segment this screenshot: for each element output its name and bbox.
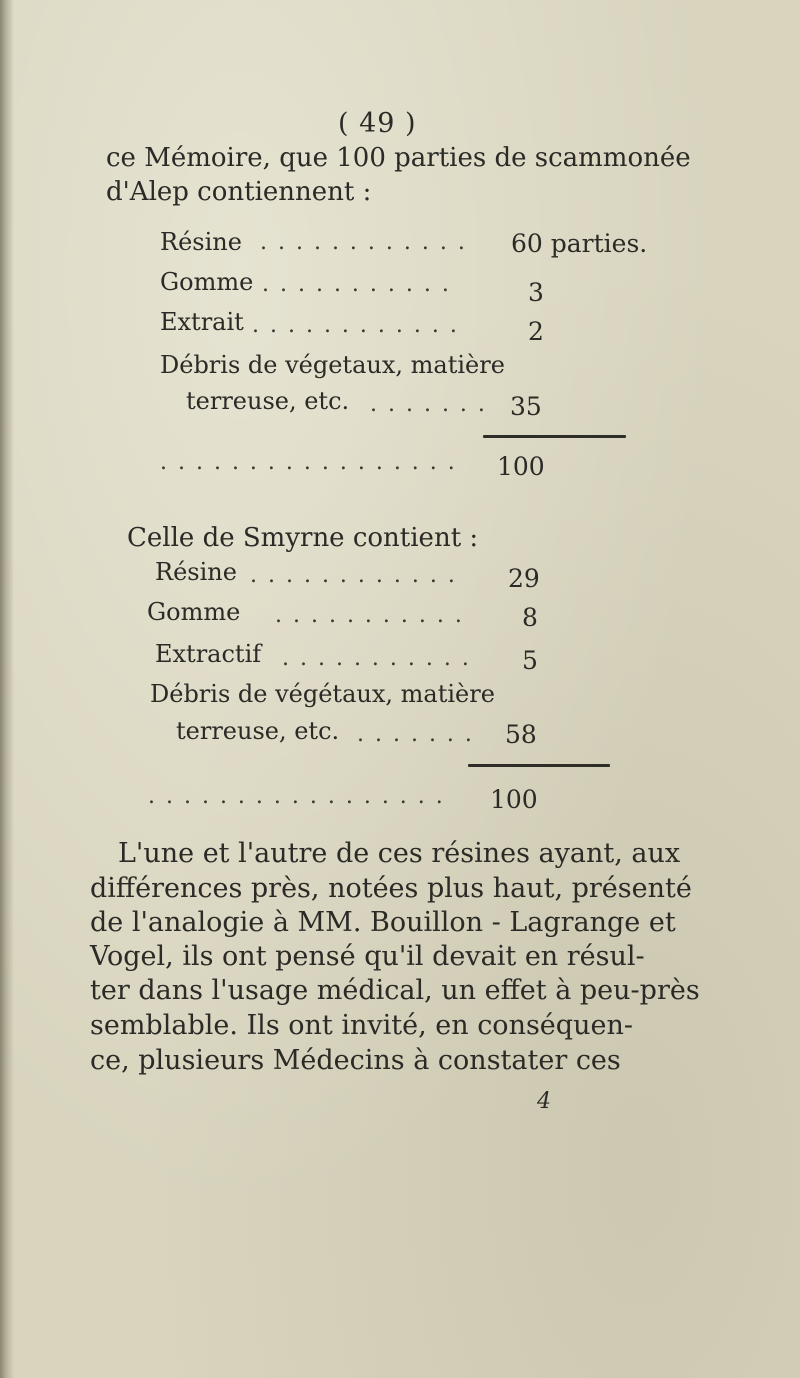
sum-rule xyxy=(483,435,626,438)
row-label: Gomme xyxy=(147,598,241,626)
row-value: 60 parties. xyxy=(511,229,648,258)
row-leader-dots: . . . . . . . . . . . xyxy=(275,603,464,628)
row-label: Débris de végetaux, matière xyxy=(160,351,505,379)
row-label: Débris de végétaux, matière xyxy=(150,680,495,708)
total-leader-dots: . . . . . . . . . . . . . . . . . xyxy=(148,784,445,809)
intro-line-1: ce Mémoire, que 100 parties de scammonée xyxy=(106,143,691,173)
row-value: 29 xyxy=(508,564,540,593)
total-leader-dots: . . . . . . . . . . . . . . . . . xyxy=(160,450,457,475)
row-leader-dots: . . . . . . . . . . . . xyxy=(252,313,459,338)
smyrna-intro: Celle de Smyrne contient : xyxy=(127,523,479,553)
row-label: Résine xyxy=(160,228,242,256)
row-leader-dots: . . . . . . . . . . . xyxy=(262,272,451,297)
row-label: terreuse, etc. xyxy=(176,717,340,745)
page-spine-shadow xyxy=(0,0,14,1378)
row-value: 2 xyxy=(528,317,544,346)
row-leader-dots: . . . . . . . . . . . . xyxy=(260,230,467,255)
row-leader-dots: . . . . . . . . . . . xyxy=(282,646,471,671)
page-number: ( 49 ) xyxy=(338,108,417,139)
row-label: Gomme xyxy=(160,268,254,296)
paragraph-line: ce, plusieurs Médecins à constater ces xyxy=(90,1045,621,1076)
paragraph-line: différences près, notées plus haut, présenté xyxy=(90,873,692,904)
row-value: 5 xyxy=(522,646,538,675)
paragraph-line: de l'analogie à MM. Bouillon - Lagrange et xyxy=(90,907,676,938)
row-leader-dots: . . . . . . . . . . . . xyxy=(250,563,457,588)
row-value: 58 xyxy=(505,720,537,749)
row-value: 3 xyxy=(528,278,544,307)
row-label: Résine xyxy=(155,558,237,586)
row-value: 35 xyxy=(510,392,542,421)
signature-mark: 4 xyxy=(537,1089,551,1114)
paragraph-line: semblable. Ils ont invité, en conséquen- xyxy=(90,1010,633,1041)
row-leader-dots: . . . . . . . xyxy=(357,722,474,747)
row-leader-dots: . . . . . . . xyxy=(370,392,487,417)
paragraph-line: ter dans l'usage médical, un effet à peu-près xyxy=(90,975,700,1006)
paragraph-line: L'une et l'autre de ces résines ayant, aux xyxy=(118,838,681,869)
intro-line-2: d'Alep contiennent : xyxy=(106,177,372,207)
total-value: 100 xyxy=(497,452,545,481)
sum-rule xyxy=(468,764,610,767)
row-value: 8 xyxy=(522,603,538,632)
row-label: Extractif xyxy=(155,640,262,668)
row-label: Extrait xyxy=(160,308,244,336)
row-label: terreuse, etc. xyxy=(186,387,350,415)
total-value: 100 xyxy=(490,785,538,814)
paragraph-line: Vogel, ils ont pensé qu'il devait en résul- xyxy=(90,941,645,972)
